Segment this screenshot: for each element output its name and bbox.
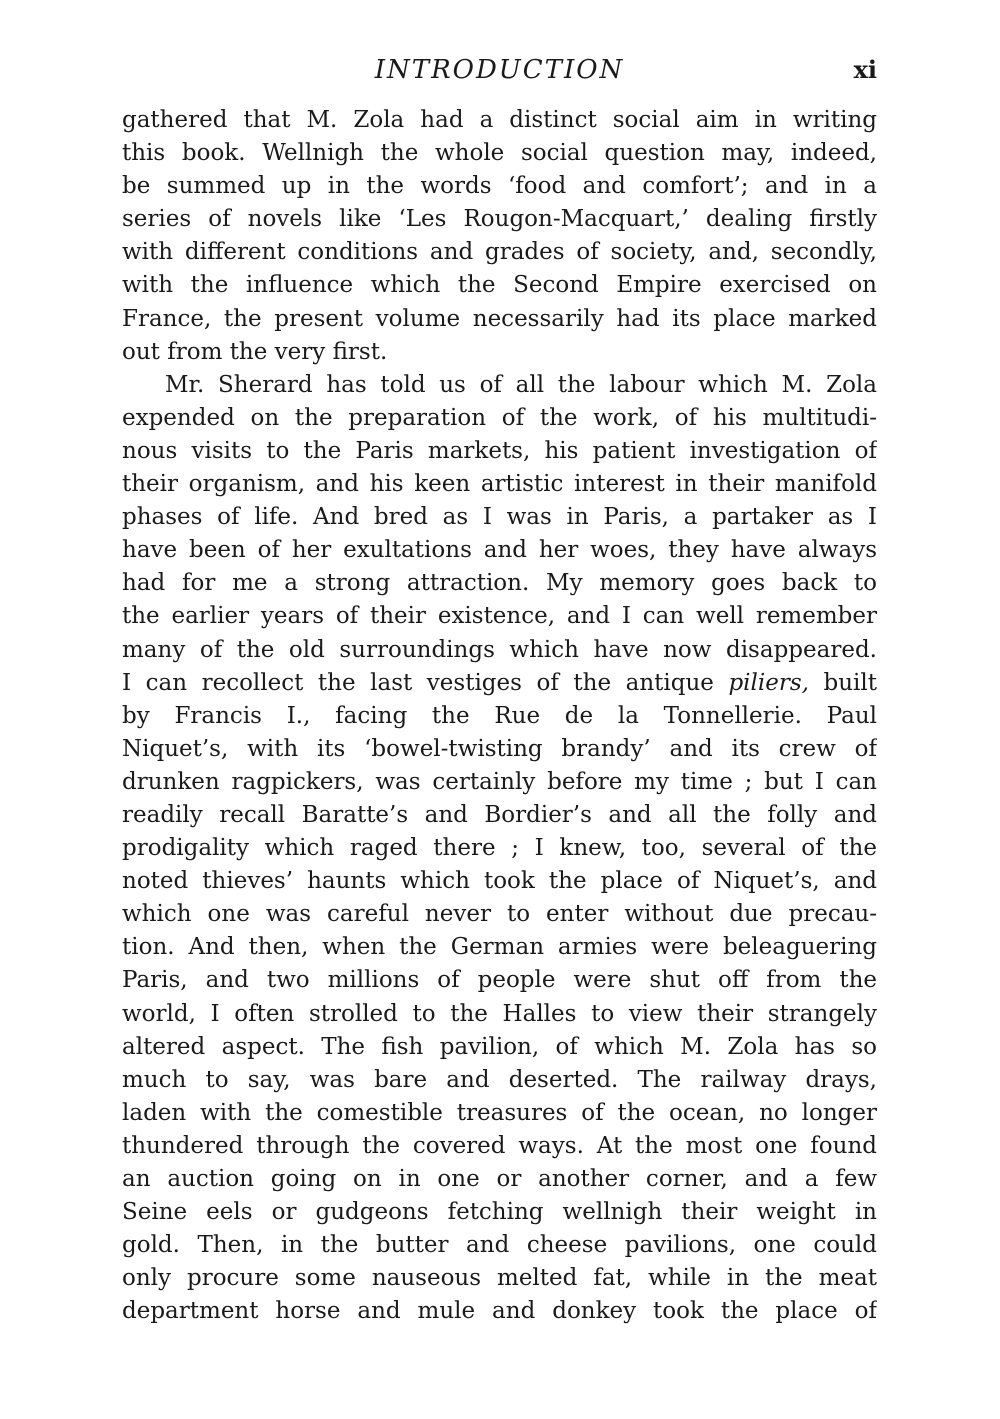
running-head (122, 50, 877, 90)
text-line: an auction going on in one or another corner, and a few (122, 1166, 877, 1192)
text-line: be summed up in the words ‘food and comfort’; and in a (122, 173, 877, 200)
text-line: gold. Then, in the butter and cheese pavilions, one could (122, 1232, 877, 1259)
text-line: expended on the preparation of the work, of his multitudi- (122, 404, 877, 431)
text-line: readily recall Baratte’s and Bordier’s and all the folly and (122, 801, 877, 828)
text-line-with-italic (122, 667, 877, 700)
text-line: world, I often strolled to the Halles to view their strangely (122, 1000, 877, 1027)
text-line: only procure some nauseous melted fat, while in the meat (122, 1265, 877, 1292)
body-text (122, 104, 877, 1328)
text-line: Seine eels or gudgeons fetching wellnigh their weight in (122, 1199, 877, 1226)
text-line: have been of her exultations and her woes, they have always (122, 537, 877, 564)
text-line: the earlier years of their existence, and I can well remember (122, 603, 877, 630)
page-number: xi (853, 55, 877, 84)
text-line: Paris, and two millions of people were shut off from the (122, 967, 877, 994)
line-segment: I can recollect the last vestiges of the antique (122, 669, 714, 696)
text-line: series of novels like ‘Les Rougon-Macquart,’ dealing firstly (122, 206, 877, 233)
text-line: many of the old surroundings which have now disappeared. (122, 636, 877, 663)
text-line: this book. Wellnigh the whole social question may, indeed, (122, 140, 877, 167)
text-line: thundered through the covered ways. At the most one found (122, 1132, 877, 1159)
text-line: noted thieves’ haunts which took the place of Niquet’s, and (122, 868, 877, 895)
text-line: gathered that M. Zola had a distinct social aim in writing (122, 107, 877, 133)
line-segment: built (823, 669, 877, 696)
text-line: their organism, and his keen artistic interest in their manifold (122, 471, 877, 498)
text-line: nous visits to the Paris markets, his patient investigation of (122, 437, 877, 464)
text-line: laden with the comestible treasures of the ocean, no longer (122, 1099, 877, 1126)
text-line: phases of life. And bred as I was in Paris, a partaker as I (122, 504, 877, 531)
text-line: with different conditions and grades of society, and, secondly, (122, 239, 877, 266)
text-line: by Francis I., facing the Rue de la Tonnellerie. Paul (122, 702, 877, 729)
text-line: altered aspect. The fish pavilion, of which M. Zola has so (122, 1033, 877, 1060)
paragraph-end-line: out from the very first. (122, 338, 388, 365)
text-line: with the influence which the Second Empire exercised on (122, 272, 877, 299)
text-line: department horse and mule and donkey took the place of (122, 1298, 877, 1325)
text-line: drunken ragpickers, was certainly before my time ; but I can (122, 768, 877, 795)
italic-term: piliers, (728, 669, 809, 696)
text-line: which one was careful never to enter without due precau- (122, 901, 877, 928)
text-line: Niquet’s, with its ‘bowel-twisting brandy’ and its crew of (122, 735, 877, 762)
text-line: tion. And then, when the German armies were beleaguering (122, 934, 877, 961)
text-line: much to say, was bare and deserted. The railway drays, (122, 1066, 877, 1093)
running-title: INTRODUCTION (374, 55, 625, 85)
text-line: had for me a strong attraction. My memory goes back to (122, 570, 877, 597)
text-line: France, the present volume necessarily had its place marked (122, 305, 877, 332)
text-line: prodigality which raged there ; I knew, too, several of the (122, 835, 877, 862)
paragraph-start-line: Mr. Sherard has told us of all the labour which M. Zola (165, 371, 877, 398)
